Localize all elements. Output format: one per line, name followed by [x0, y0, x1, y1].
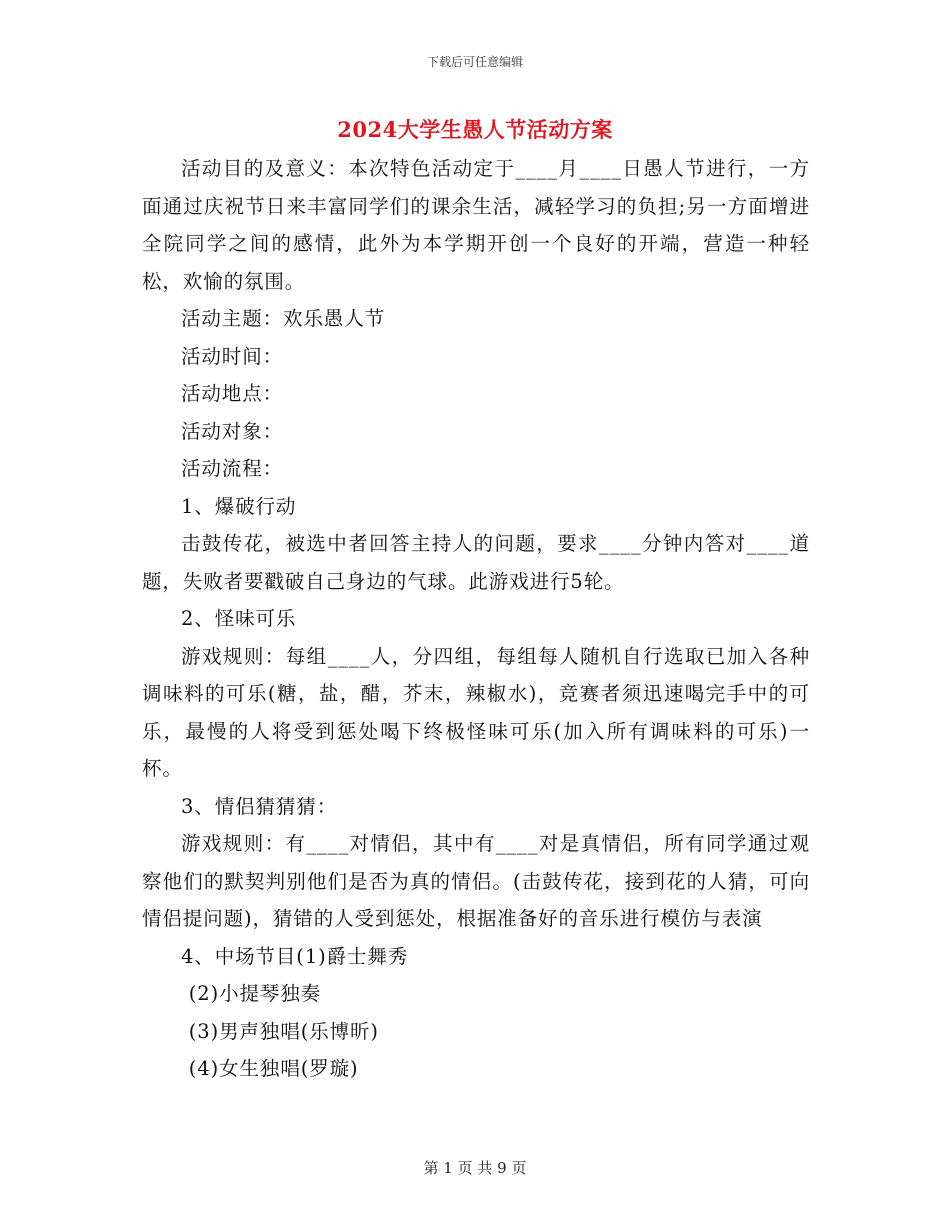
paragraph-section-1: 击鼓传花，被选中者回答主持人的问题，要求____分钟内答对____道题，失败者要戳破自己身边的气球。此游戏进行5轮。 [142, 532, 810, 593]
page-footer: 第 1 页 共 9 页 [423, 1159, 527, 1177]
paragraph-section-2: 游戏规则：每组____人，分四组，每组每人随机自行选取已加入各种调味料的可乐(糖，盐，醋，芥末，辣椒水)，竞赛者须迅速喝完手中的可乐，最慢的人将受到惩处喝下终极怪味可乐(加入所有调味料的可乐)一杯。 [142, 644, 810, 780]
program-item-4: (4)女生独唱(罗璇) [188, 1057, 359, 1080]
document-title: 2024大学生愚人节活动方案 [337, 117, 613, 142]
document-body [142, 150, 810, 1088]
paragraph-location: 活动地点： [181, 382, 284, 405]
paragraph-time: 活动时间： [181, 344, 284, 368]
section-heading-1: 1、爆破行动 [181, 494, 297, 518]
program-item-2: (2)小提琴独奏 [188, 982, 322, 1005]
section-heading-2: 2、怪味可乐 [181, 607, 297, 630]
paragraph-process: 活动流程： [181, 457, 284, 480]
paragraph-theme: 活动主题：欢乐愚人节 [181, 307, 386, 330]
paragraph-audience: 活动对象： [181, 419, 284, 443]
section-heading-3: 3、情侣猜猜猜： [181, 794, 338, 818]
header-note: 下载后可任意编辑 [426, 55, 523, 69]
paragraph-section-3: 游戏规则：有____对情侣，其中有____对是真情侣，所有同学通过观察他们的默契判别他们是否为真的情侣。(击鼓传花，接到花的人猜，可向情侣提问题)，猜错的人受到惩处，根据准备好的音乐进行模仿与表演 [142, 832, 810, 930]
program-item-3: (3)男声独唱(乐博昕) [188, 1019, 379, 1043]
paragraph-purpose: 活动目的及意义：本次特色活动定于____月____日愚人节进行，一方面通过庆祝节日来丰富同学们的课余生活，减轻学习的负担;另一方面增进全院同学之间的感情，此外为本学期开创一个良好的开端，营造一种轻松，欢愉的氛围。 [142, 157, 810, 293]
section-heading-4: 4、中场节目(1)爵士舞秀 [181, 944, 409, 968]
